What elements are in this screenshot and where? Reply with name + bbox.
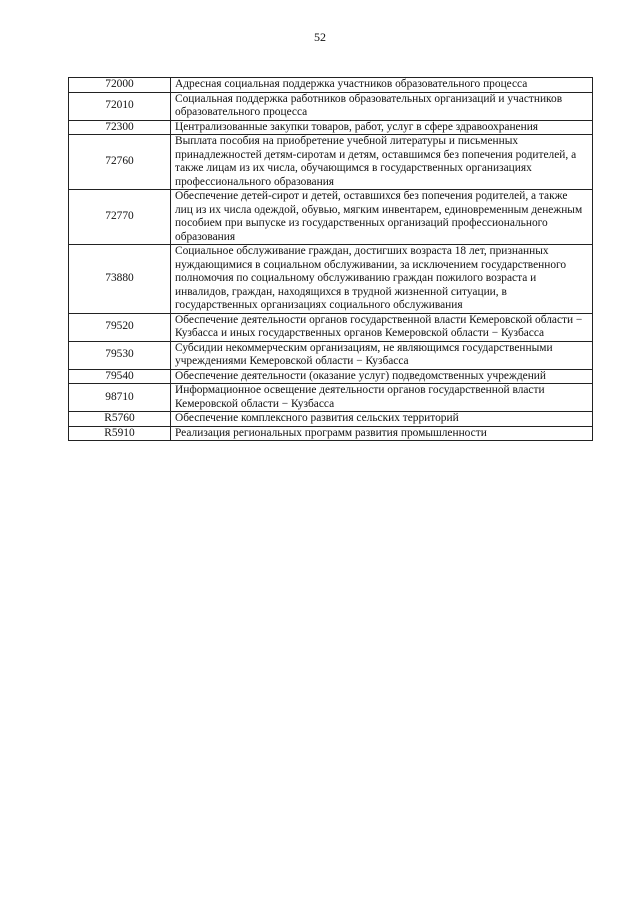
- row-description: Информационное освещение деятельности органов государственной власти Кемеровской области − Кузбасса: [171, 384, 593, 412]
- table-row: [69, 412, 593, 427]
- table-row: [69, 384, 593, 412]
- row-code: R5760: [69, 412, 171, 427]
- table-row: [69, 245, 593, 314]
- row-code: 72000: [69, 78, 171, 93]
- table-row: [69, 135, 593, 190]
- row-description: Адресная социальная поддержка участников образовательного процесса: [171, 78, 593, 93]
- row-description: Обеспечение комплексного развития сельских территорий: [171, 412, 593, 427]
- row-code: 79530: [69, 341, 171, 369]
- row-code: 72300: [69, 120, 171, 135]
- row-code: 73880: [69, 245, 171, 314]
- row-code: 72760: [69, 135, 171, 190]
- row-description: Обеспечение детей-сирот и детей, оставшихся без попечения родителей, а также лиц из их числа одеждой, обувью, мягким инвентарем, единовременным денежным пособием при выпуске из государственных организаций профессионального образования: [171, 190, 593, 245]
- page-number: 52: [314, 30, 326, 44]
- row-code: 98710: [69, 384, 171, 412]
- table-row: [69, 369, 593, 384]
- table-row: [69, 426, 593, 441]
- table-row: [69, 120, 593, 135]
- row-code: R5910: [69, 426, 171, 441]
- row-code: 72010: [69, 92, 171, 120]
- table-row: [69, 78, 593, 93]
- table-row: [69, 190, 593, 245]
- row-description: Выплата пособия на приобретение учебной литературы и письменных принадлежностей детям-сиротам и детям, оставшимся без попечения родителей, а также лицам из их числа, обучающимся в государственных организациях профессионального образования: [171, 135, 593, 190]
- row-code: 72770: [69, 190, 171, 245]
- row-description: Социальное обслуживание граждан, достигших возраста 18 лет, признанных нуждающимися в социальном обслуживании, за исключением государственного полномочия по социальному обслуживанию граждан пожилого возраста и инвалидов, граждан, находящихся в трудной жизненной ситуации, в государственных организациях социального обслуживания: [171, 245, 593, 314]
- row-description: Реализация региональных программ развития промышленности: [171, 426, 593, 441]
- row-description: Обеспечение деятельности органов государственной власти Кемеровской области − Кузбасса и иных государственных органов Кемеровской области − Кузбасса: [171, 313, 593, 341]
- table-row: [69, 313, 593, 341]
- table-row: [69, 341, 593, 369]
- table-row: [69, 92, 593, 120]
- budget-codes-table: [68, 77, 593, 441]
- row-description: Социальная поддержка работников образовательных организаций и участников образовательного процесса: [171, 92, 593, 120]
- row-code: 79540: [69, 369, 171, 384]
- row-description: Обеспечение деятельности (оказание услуг) подведомственных учреждений: [171, 369, 593, 384]
- row-code: 79520: [69, 313, 171, 341]
- row-description: Субсидии некоммерческим организациям, не являющимся государственными учреждениями Кемеровской области − Кузбасса: [171, 341, 593, 369]
- row-description: Централизованные закупки товаров, работ, услуг в сфере здравоохранения: [171, 120, 593, 135]
